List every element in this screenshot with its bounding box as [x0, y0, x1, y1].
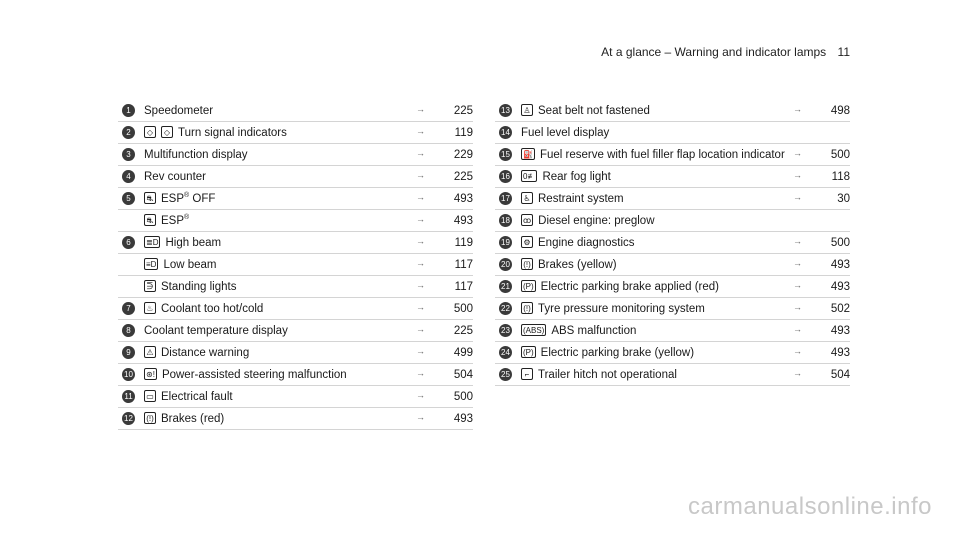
page-reference[interactable]: 504	[453, 369, 473, 381]
indicator-lamp-icon: 0≢	[523, 172, 536, 181]
item-label-text: Electrical fault	[161, 391, 233, 403]
list-item	[118, 122, 473, 144]
right-column	[495, 100, 850, 386]
item-number: 6	[122, 236, 135, 249]
indicator-lamp-icon: (P)	[523, 282, 534, 291]
page-reference[interactable]: 500	[830, 237, 850, 249]
page-reference[interactable]: 502	[830, 303, 850, 315]
indicator-lamp-icon: ⊛!	[146, 370, 155, 379]
page-reference[interactable]: 493	[453, 193, 473, 205]
list-item	[495, 254, 850, 276]
item-number: 24	[499, 346, 512, 359]
item-number	[122, 258, 135, 271]
item-number: 18	[499, 214, 512, 227]
list-item	[495, 122, 850, 144]
page-reference[interactable]: 117	[454, 259, 473, 271]
indicator-lamp-icon: (!)	[521, 258, 533, 270]
page-reference-arrow: →	[793, 280, 802, 290]
list-item	[118, 408, 473, 430]
page-reference[interactable]: 117	[454, 281, 473, 293]
list-item	[495, 210, 850, 232]
page-reference-arrow: →	[416, 412, 425, 422]
page-reference-arrow: →	[793, 258, 802, 268]
indicator-lamp-icon: ♨	[144, 302, 156, 314]
indicator-lamp-icon: (ABS)	[523, 326, 545, 335]
indicator-lamp-icon: ꝏ	[523, 216, 532, 225]
item-label-text: Trailer hitch not operational	[538, 369, 677, 381]
list-item	[118, 386, 473, 408]
page-reference-arrow: →	[793, 192, 802, 202]
page-reference-arrow: →	[793, 302, 802, 312]
item-number: 10	[122, 368, 135, 381]
page-reference-arrow: →	[416, 214, 425, 224]
item-label-text: Power-assisted steering malfunction	[161, 369, 347, 381]
indicator-lamp-icon: ⛐	[144, 192, 156, 204]
item-label	[538, 192, 850, 206]
list-item	[495, 364, 850, 386]
item-label-suffix: OFF	[189, 193, 216, 205]
item-number: 17	[499, 192, 512, 205]
item-label-text: ESP	[161, 193, 185, 205]
item-number: 9	[122, 346, 135, 359]
item-number: 25	[499, 368, 512, 381]
page-reference[interactable]: 500	[453, 303, 473, 315]
item-label-text: Seat belt not fastened	[538, 105, 650, 117]
item-label	[161, 412, 473, 426]
page-reference[interactable]: 493	[453, 215, 473, 227]
indicator-lamp-icon: ◇	[144, 126, 156, 138]
indicator-lamp-icon: ▭	[144, 390, 156, 402]
page-reference[interactable]: 118	[831, 171, 850, 183]
item-number	[122, 214, 135, 227]
page-reference[interactable]: 493	[453, 413, 473, 425]
page-reference[interactable]: 119	[454, 237, 473, 249]
item-label-text: Fuel reserve with fuel filler flap location indicator	[539, 149, 785, 161]
item-label-text: High beam	[165, 237, 222, 249]
page-reference-arrow: →	[793, 324, 802, 334]
item-label	[178, 126, 473, 140]
list-item	[118, 298, 473, 320]
list-item	[495, 298, 850, 320]
item-label	[161, 280, 473, 294]
page-reference-arrow: →	[416, 346, 425, 356]
item-number: 5	[122, 192, 135, 205]
indicator-lamp-icon: (P)	[523, 348, 534, 357]
page-header	[601, 45, 850, 59]
indicator-lamp-icon: (!)	[144, 412, 156, 424]
page-reference[interactable]: 500	[453, 391, 473, 403]
item-number: 8	[122, 324, 135, 337]
item-label-text: Restraint system	[538, 193, 624, 205]
item-label	[161, 214, 473, 228]
page-reference[interactable]: 498	[830, 105, 850, 117]
list-item	[118, 364, 473, 386]
indicator-lamp-icon: ⛐	[144, 214, 156, 226]
item-number: 11	[122, 390, 135, 403]
indicator-lamp-icon: ♙	[521, 104, 533, 116]
item-label	[538, 302, 850, 316]
page-reference-arrow: →	[793, 104, 802, 114]
page-reference[interactable]: 229	[453, 149, 473, 161]
item-label	[538, 258, 850, 272]
item-number: 7	[122, 302, 135, 315]
item-number: 14	[499, 126, 512, 139]
item-label-text: Rev counter	[144, 171, 207, 183]
list-item	[118, 210, 473, 232]
item-label	[551, 324, 850, 338]
item-label-text: Low beam	[163, 259, 217, 271]
item-label-text: Electric parking brake applied (red)	[540, 281, 720, 293]
indicator-lamp-icon: ⌐	[521, 368, 533, 380]
indicator-lamp-icon: (!)	[521, 302, 533, 314]
item-number: 3	[122, 148, 135, 161]
page-reference[interactable]: 493	[830, 281, 850, 293]
list-item	[495, 144, 850, 166]
item-number: 15	[499, 148, 512, 161]
item-label	[540, 148, 850, 162]
item-number: 12	[122, 412, 135, 425]
list-item	[495, 232, 850, 254]
list-item	[118, 232, 473, 254]
list-item	[495, 100, 850, 122]
list-item	[495, 276, 850, 298]
item-number: 1	[122, 104, 135, 117]
page-reference[interactable]: 493	[830, 325, 850, 337]
item-label	[542, 170, 850, 184]
item-label-text: ESP	[161, 215, 185, 227]
registered-mark: ®	[184, 192, 190, 200]
list-item	[495, 320, 850, 342]
item-label	[538, 236, 850, 250]
item-label	[521, 126, 850, 140]
item-label-text: Electric parking brake (yellow)	[540, 347, 695, 359]
watermark: carmanualsonline.info	[688, 493, 932, 520]
item-label-text: Distance warning	[161, 347, 250, 359]
indicator-lamp-icon: ⛽	[523, 150, 533, 159]
page-reference-arrow: →	[416, 258, 425, 268]
item-number: 16	[499, 170, 512, 183]
page-reference-arrow: →	[416, 148, 425, 158]
indicator-lamp-icon: ♿	[521, 192, 533, 204]
item-number: 19	[499, 236, 512, 249]
item-label	[165, 236, 473, 250]
indicator-lamp-icon: ◇	[161, 126, 173, 138]
page-reference-arrow: →	[416, 324, 425, 334]
item-number	[122, 280, 135, 293]
page-reference[interactable]: 119	[454, 127, 473, 139]
page-reference[interactable]: 493	[830, 259, 850, 271]
page-reference-arrow: →	[793, 368, 802, 378]
page-reference-arrow: →	[416, 280, 425, 290]
item-label-text: Brakes (red)	[161, 413, 225, 425]
item-label	[161, 192, 473, 206]
left-column	[118, 100, 473, 430]
registered-mark: ®	[184, 214, 190, 222]
list-item	[118, 166, 473, 188]
indicator-lamp-icon: ⚙	[521, 236, 533, 248]
page-reference[interactable]: 225	[453, 325, 473, 337]
item-label	[162, 368, 473, 382]
page-reference[interactable]: 493	[830, 347, 850, 359]
item-label-text: Speedometer	[144, 105, 214, 117]
item-label	[161, 390, 473, 404]
item-label-text: Fuel level display	[521, 127, 610, 139]
list-item	[118, 342, 473, 364]
page-reference[interactable]: 225	[453, 171, 473, 183]
header-title: At a glance – Warning and indicator lamps	[601, 45, 827, 59]
item-number: 23	[499, 324, 512, 337]
item-label-text: Rear fog light	[542, 171, 611, 183]
list-item	[118, 188, 473, 210]
item-label	[161, 346, 473, 360]
item-label-text: Coolant temperature display	[144, 325, 288, 337]
item-label	[538, 214, 850, 228]
item-label	[538, 104, 850, 118]
page-reference-arrow: →	[416, 126, 425, 136]
page-reference-arrow: →	[793, 236, 802, 246]
page-reference[interactable]: 225	[453, 105, 473, 117]
item-label-text: Multifunction display	[144, 149, 248, 161]
indicator-lamp-icon: ⚠	[144, 346, 156, 358]
page-reference-arrow: →	[416, 368, 425, 378]
list-item	[118, 320, 473, 342]
item-label-text: Brakes (yellow)	[538, 259, 617, 271]
item-label	[541, 346, 850, 360]
page-reference-arrow: →	[416, 390, 425, 400]
indicator-lamp-icon: ≡D	[146, 260, 157, 269]
item-label	[161, 302, 473, 316]
item-label	[163, 258, 473, 272]
list-item	[118, 276, 473, 298]
item-label-text: Coolant too hot/cold	[161, 303, 264, 315]
item-label-text: Turn signal indicators	[178, 127, 287, 139]
item-label	[538, 368, 850, 382]
page-reference-arrow: →	[793, 346, 802, 356]
page-reference-arrow: →	[416, 104, 425, 114]
item-number: 4	[122, 170, 135, 183]
page-reference[interactable]: 499	[453, 347, 473, 359]
list-item	[118, 254, 473, 276]
page-reference-arrow: →	[416, 302, 425, 312]
page-reference-arrow: →	[416, 192, 425, 202]
list-item	[118, 100, 473, 122]
list-item	[118, 144, 473, 166]
item-label	[541, 280, 850, 294]
list-item	[495, 188, 850, 210]
page-reference[interactable]: 30	[837, 193, 850, 205]
page-reference-arrow: →	[793, 170, 802, 180]
page-reference[interactable]: 504	[830, 369, 850, 381]
item-label-text: Engine diagnostics	[538, 237, 635, 249]
item-number: 22	[499, 302, 512, 315]
indicator-lamp-icon: ≣D	[146, 238, 159, 247]
page-reference-arrow: →	[793, 148, 802, 158]
item-number: 20	[499, 258, 512, 271]
page-reference[interactable]: 500	[830, 149, 850, 161]
page-number: 11	[837, 45, 850, 59]
item-label-text: ABS malfunction	[551, 325, 637, 337]
page-reference-arrow: →	[416, 170, 425, 180]
page-reference-arrow: →	[416, 236, 425, 246]
list-item	[495, 342, 850, 364]
list-item	[495, 166, 850, 188]
item-label-text: Diesel engine: preglow	[538, 215, 655, 227]
item-number: 2	[122, 126, 135, 139]
item-label-text: Tyre pressure monitoring system	[538, 303, 705, 315]
item-number: 21	[499, 280, 512, 293]
indicator-lamp-icon: ⋽	[144, 280, 156, 292]
item-label-text: Standing lights	[161, 281, 237, 293]
item-number: 13	[499, 104, 512, 117]
